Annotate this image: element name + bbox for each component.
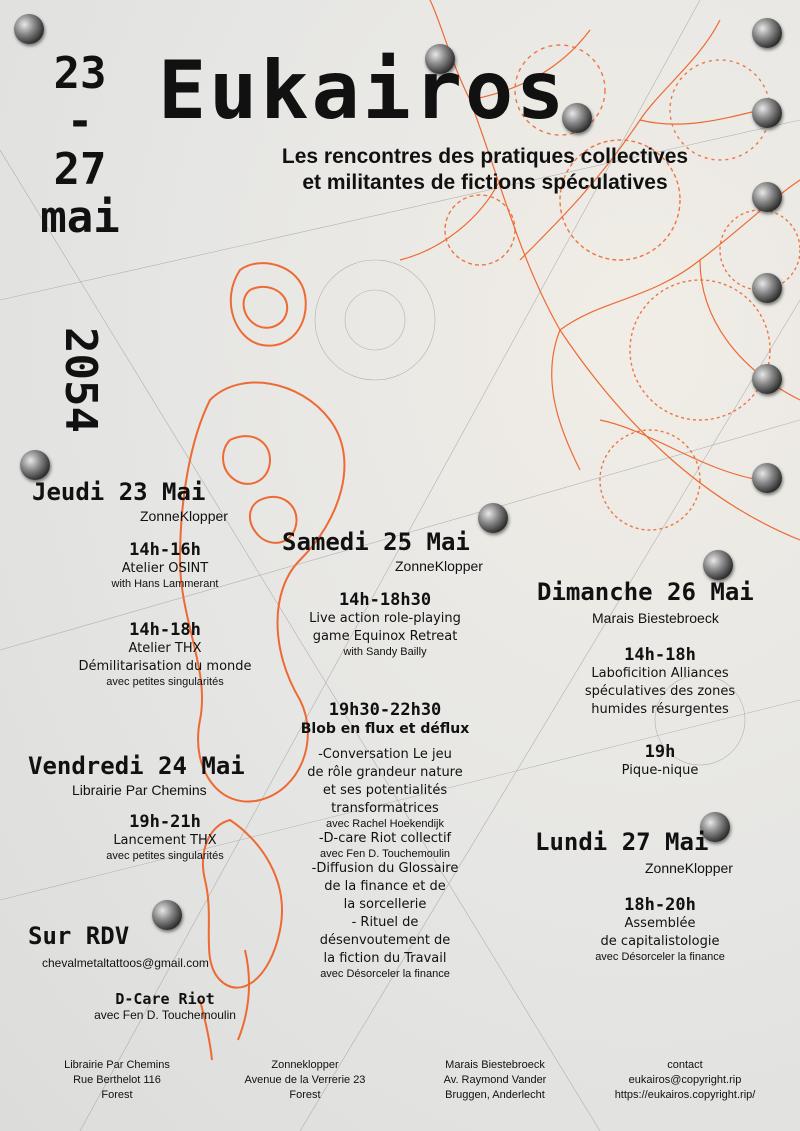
event-title: Live action role-playing: [309, 611, 461, 626]
footer-contact: [580, 1058, 790, 1103]
event-time: 18h-20h: [624, 895, 696, 915]
sunday-venue: Marais Biestebroeck: [592, 610, 719, 626]
event-item: désenvoutement de: [319, 933, 451, 948]
bubble-icon: [14, 14, 44, 44]
thursday-venue: ZonneKlopper: [140, 508, 228, 524]
saturday-event-2: [260, 700, 510, 980]
event-title: Assemblée: [624, 916, 696, 931]
footer-line: Marais Biestebroeck: [445, 1059, 545, 1071]
footer-line: Forest: [101, 1089, 133, 1101]
bubble-icon: [752, 364, 782, 394]
subtitle-line: Les rencontres des pratiques collectives: [281, 145, 689, 168]
event-host: avec Rachel Hoekendijk: [325, 818, 444, 830]
subtitle-line: et militantes de fictions spéculatives: [302, 171, 668, 194]
event-title: spéculatives des zones: [584, 684, 736, 699]
event-host: avec Désorceler la finance: [320, 968, 450, 980]
event-time: 19h30-22h30: [328, 700, 442, 720]
date-separator: -: [66, 96, 94, 147]
footer-line: Av. Raymond Vander: [443, 1074, 547, 1086]
event-time: 19h-21h: [129, 812, 201, 832]
event-item: -D-care Riot collectif: [318, 831, 452, 846]
thursday-event-1: [20, 540, 310, 590]
event-host: with Hans Lammerant: [111, 578, 219, 590]
poster-subtitle: [225, 144, 745, 196]
event-host: avec Fen D. Touchemoulin: [94, 1008, 236, 1022]
rdv-heading: Sur RDV: [28, 922, 130, 950]
event-title: humides résurgentes: [591, 702, 729, 717]
date-start: 23: [53, 48, 107, 99]
event-item: et ses potentialités: [322, 783, 448, 798]
date-range: [30, 50, 130, 242]
rdv-email: chevalmetaltattoos@gmail.com: [42, 956, 209, 970]
event-item: la sorcellerie: [343, 897, 427, 912]
friday-venue: Librairie Par Chemins: [72, 782, 207, 798]
monday-venue: ZonneKlopper: [645, 860, 733, 876]
event-title: Blob en flux et déflux: [300, 721, 470, 737]
footer-line: Librairie Par Chemins: [64, 1059, 170, 1071]
sunday-heading: Dimanche 26 Mai: [537, 578, 754, 606]
event-host: with Sandy Bailly: [343, 646, 427, 658]
bubble-icon: [478, 503, 508, 533]
event-item: -Conversation Le jeu: [318, 747, 452, 762]
bubble-icon: [20, 450, 50, 480]
bubble-icon: [752, 98, 782, 128]
event-title: Démilitarisation du monde: [78, 659, 252, 674]
footer-line: Forest: [289, 1089, 321, 1101]
event-time: 14h-18h30: [338, 590, 432, 610]
poster-title: Eukairos: [158, 44, 568, 137]
footer-line: Bruggen, Anderlecht: [445, 1089, 545, 1101]
saturday-venue: ZonneKlopper: [395, 558, 483, 574]
event-item: de rôle grandeur nature: [307, 765, 463, 780]
contact-email-link[interactable]: eukairos@copyright.rip: [628, 1074, 742, 1086]
footer-venue-2: [210, 1058, 400, 1103]
bubble-icon: [703, 550, 733, 580]
event-title: D-Care Riot: [115, 990, 215, 1008]
event-item: de la finance et de: [324, 879, 446, 894]
friday-heading: Vendredi 24 Mai: [28, 752, 245, 780]
event-title: game Equinox Retreat: [312, 629, 458, 644]
monday-event-1: [520, 895, 800, 963]
contact-website-link[interactable]: https://eukairos.copyright.rip/: [614, 1089, 756, 1101]
saturday-event-1: [260, 590, 510, 658]
bubble-icon: [152, 900, 182, 930]
event-title: Pique-nique: [621, 763, 699, 778]
footer-line: Avenue de la Verrerie 23: [244, 1074, 366, 1086]
footer-venue-3: [400, 1058, 590, 1103]
event-title: Laboficition Alliances: [591, 666, 729, 681]
event-item: - Rituel de: [351, 915, 419, 930]
bubble-icon: [752, 273, 782, 303]
footer-line: contact: [667, 1059, 703, 1071]
event-host: avec Désorceler la finance: [595, 951, 725, 963]
footer-line: Rue Berthelot 116: [73, 1074, 161, 1086]
sunday-event-1: [520, 645, 800, 719]
date-month: mai: [40, 192, 120, 243]
sunday-event-2: [520, 742, 800, 780]
date-end: 27: [53, 144, 107, 195]
event-host: avec petites singularités: [106, 850, 224, 862]
event-title: Atelier THX: [128, 641, 202, 656]
footer-venue-1: [22, 1058, 212, 1103]
event-title: Lancement THX: [113, 833, 217, 848]
bubble-icon: [752, 18, 782, 48]
event-host: avec Fen D. Touchemoulin: [319, 848, 451, 860]
saturday-heading: Samedi 25 Mai: [282, 528, 470, 556]
event-time: 14h-18h: [624, 645, 696, 665]
event-item: -Diffusion du Glossaire: [311, 861, 459, 876]
event-time: 14h-16h: [129, 540, 201, 560]
footer-line: Zonneklopper: [271, 1059, 339, 1071]
event-time: 19h: [644, 742, 676, 762]
bubble-icon: [752, 182, 782, 212]
rdv-event: [20, 990, 310, 1022]
event-host: avec petites singularités: [106, 676, 224, 688]
bubble-icon: [752, 463, 782, 493]
monday-heading: Lundi 27 Mai: [535, 828, 709, 856]
event-title: de capitalistologie: [600, 934, 720, 949]
thursday-heading: Jeudi 23 Mai: [32, 478, 206, 506]
event-item: transformatrices: [331, 801, 439, 816]
event-time: 14h-18h: [129, 620, 201, 640]
event-item: la fiction du Travail: [323, 951, 447, 966]
year-vertical: 2054: [55, 327, 106, 433]
event-title: Atelier OSINT: [121, 561, 209, 576]
